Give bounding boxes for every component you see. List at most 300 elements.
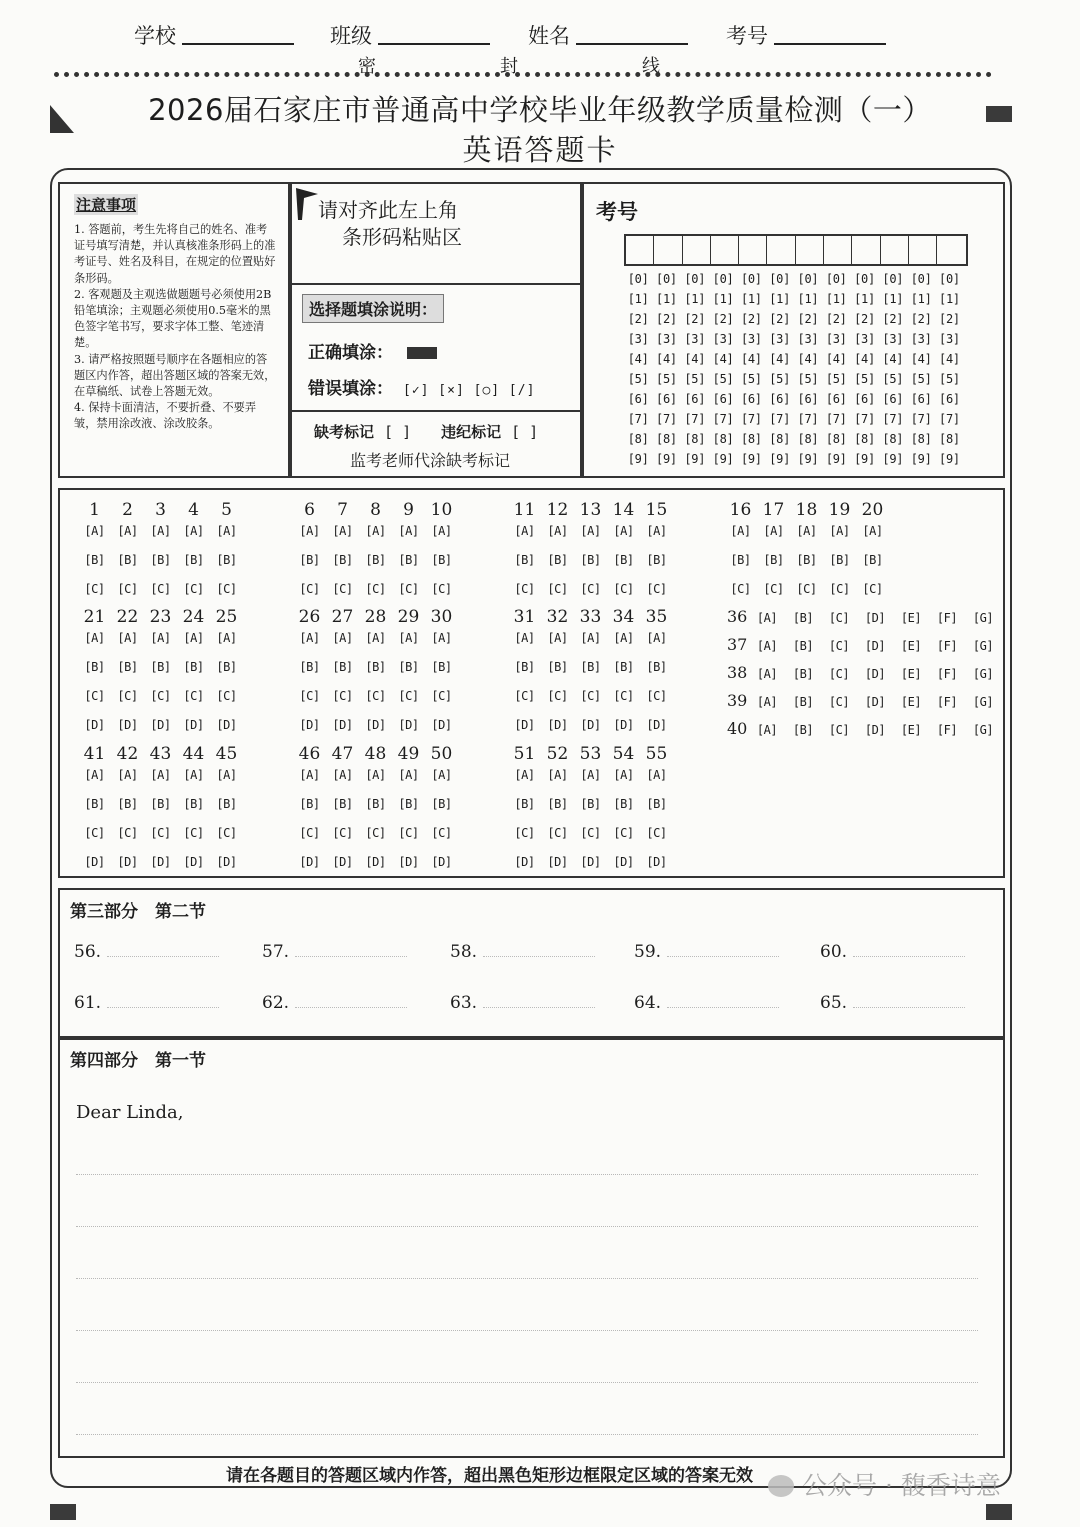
option-bubble[interactable]: [D] [431,855,452,869]
exam-id-bubbles[interactable] [624,269,964,469]
option-bubble[interactable]: [A] [332,768,353,782]
option-bubble[interactable]: [G] [972,639,994,653]
option-bubble[interactable]: [A] [117,768,138,782]
option-bubble[interactable]: [C] [365,582,386,596]
exam-id-bubble[interactable]: [8] [656,432,677,446]
option-bubble[interactable]: [B] [365,553,386,567]
exam-id-bubble[interactable]: [9] [910,452,932,466]
option-bubble[interactable]: [A] [183,524,204,538]
exam-id-bubble[interactable]: [0] [656,272,677,286]
option-bubble[interactable]: [A] [613,631,634,645]
option-bubble[interactable]: [E] [900,695,922,709]
option-bubble[interactable]: [A] [398,631,419,645]
exam-id-bubble[interactable]: [5] [740,372,762,386]
exam-id-bubble[interactable]: [3] [825,332,847,346]
exam-id-bubble[interactable]: [5] [627,372,649,386]
exam-id-bubble[interactable]: [2] [910,312,932,326]
exam-id-bubble[interactable]: [6] [684,392,706,406]
option-bubble[interactable]: [C] [828,611,850,625]
exam-id-bubble[interactable]: [9] [627,452,649,466]
option-bubble[interactable]: [B] [398,797,419,811]
exam-id-bubble[interactable]: [7] [684,412,706,426]
option-bubble[interactable]: [B] [431,660,452,674]
exam-id-digit-box[interactable] [796,236,824,264]
option-bubble[interactable]: [D] [216,855,237,869]
writing-line[interactable] [76,1330,978,1331]
exam-id-bubble[interactable]: [3] [656,332,677,346]
exam-id-bubble[interactable]: [8] [740,432,762,446]
option-bubble[interactable]: [G] [972,695,994,709]
exam-id-bubble[interactable]: [2] [740,312,762,326]
exam-id-bubble[interactable]: [5] [656,372,677,386]
exam-id-bubble[interactable]: [9] [656,452,677,466]
option-bubble[interactable]: [A] [646,768,667,782]
exam-id-bubble[interactable]: [4] [939,352,960,366]
option-bubble[interactable]: [A] [514,631,535,645]
option-bubble[interactable]: [A] [216,524,237,538]
exam-id-bubble[interactable]: [0] [627,272,649,286]
option-bubble[interactable]: [C] [84,582,105,596]
exam-id-bubble[interactable]: [2] [797,312,819,326]
option-bubble[interactable]: [B] [514,660,535,674]
option-bubble[interactable]: [A] [117,631,138,645]
exam-id-bubble[interactable]: [7] [910,412,932,426]
exam-id-digit-box[interactable] [654,236,682,264]
option-bubble[interactable]: [D] [299,718,320,732]
option-bubble[interactable]: [D] [547,718,568,732]
option-bubble[interactable]: [B] [763,553,784,567]
exam-id-bubble[interactable]: [0] [854,272,875,286]
exam-id-digit-box[interactable] [683,236,711,264]
exam-id-bubble[interactable]: [8] [854,432,875,446]
option-bubble[interactable]: [B] [84,797,105,811]
option-bubble[interactable]: [A] [183,631,204,645]
answer-blank[interactable] [262,993,407,1013]
option-bubble[interactable]: [D] [84,718,105,732]
option-bubble[interactable]: [A] [580,631,601,645]
violation-checkbox[interactable]: [ ] [511,423,539,441]
option-bubble[interactable]: [C] [299,582,320,596]
option-bubble[interactable]: [C] [613,582,634,596]
exam-id-bubble[interactable]: [4] [769,352,791,366]
option-bubble[interactable]: [C] [150,826,171,840]
option-bubble[interactable]: [C] [332,826,353,840]
option-bubble[interactable]: [A] [150,524,171,538]
class-field[interactable] [330,20,490,50]
exam-id-bubble[interactable]: [7] [656,412,677,426]
option-bubble[interactable]: [F] [936,723,958,737]
option-bubble[interactable]: [B] [580,553,601,567]
option-bubble[interactable]: [A] [398,524,419,538]
exam-id-bubble[interactable]: [2] [684,312,706,326]
option-bubble[interactable]: [B] [117,553,138,567]
exam-id-bubble[interactable]: [4] [910,352,932,366]
option-bubble[interactable]: [D] [514,718,535,732]
option-bubble[interactable]: [D] [613,855,634,869]
option-bubble[interactable]: [C] [150,689,171,703]
option-bubble[interactable]: [C] [646,582,667,596]
exam-id-bubble[interactable]: [7] [769,412,791,426]
option-bubble[interactable]: [E] [900,639,922,653]
exam-id-bubble[interactable]: [1] [854,292,875,306]
option-bubble[interactable]: [C] [828,695,850,709]
exam-id-bubble[interactable]: [7] [882,412,904,426]
exam-id-bubble[interactable]: [6] [656,392,677,406]
exam-id-bubble[interactable]: [4] [627,352,649,366]
option-bubble[interactable]: [A] [365,631,386,645]
exam-id-bubble[interactable]: [1] [939,292,960,306]
option-bubble[interactable]: [B] [365,660,386,674]
exam-id-bubble[interactable]: [6] [712,392,734,406]
option-bubble[interactable]: [C] [613,826,634,840]
exam-id-bubble[interactable]: [0] [769,272,791,286]
option-bubble[interactable]: [B] [216,660,237,674]
option-bubble[interactable]: [A] [117,524,138,538]
option-bubble[interactable]: [D] [332,855,353,869]
option-bubble[interactable]: [C] [431,689,452,703]
option-bubble[interactable]: [E] [900,611,922,625]
option-bubble[interactable]: [A] [216,768,237,782]
option-bubble[interactable]: [D] [864,639,886,653]
option-bubble[interactable]: [C] [646,826,667,840]
option-bubble[interactable]: [D] [365,855,386,869]
exam-id-bubble[interactable]: [6] [939,392,960,406]
option-bubble[interactable]: [A] [646,524,667,538]
option-bubble[interactable]: [B] [150,797,171,811]
option-bubble[interactable]: [B] [183,553,204,567]
option-bubble[interactable]: [C] [398,826,419,840]
exam-id-bubble[interactable]: [6] [627,392,649,406]
exam-id-bubble[interactable]: [6] [825,392,847,406]
answer-blank[interactable] [74,942,219,962]
option-bubble[interactable]: [D] [183,718,204,732]
option-bubble[interactable]: [C] [398,689,419,703]
option-bubble[interactable]: [D] [613,718,634,732]
option-bubble[interactable]: [B] [547,797,568,811]
exam-id-bubble[interactable]: [7] [825,412,847,426]
option-bubble[interactable]: [A] [299,768,320,782]
option-bubble[interactable]: [C] [730,582,751,596]
option-bubble[interactable]: [C] [431,582,452,596]
exam-id-digit-box[interactable] [937,236,965,264]
exam-id-bubble[interactable]: [7] [740,412,762,426]
exam-id-bubble[interactable]: [5] [882,372,904,386]
option-bubble[interactable]: [D] [514,855,535,869]
option-bubble[interactable]: [A] [332,631,353,645]
option-bubble[interactable]: [D] [431,718,452,732]
exam-id-bubble[interactable]: [5] [854,372,875,386]
exam-id-bubble[interactable]: [4] [684,352,706,366]
exam-id-bubble[interactable]: [8] [684,432,706,446]
option-bubble[interactable]: [C] [580,689,601,703]
option-bubble[interactable]: [A] [150,631,171,645]
exam-id-bubble[interactable]: [7] [797,412,819,426]
option-bubble[interactable]: [C] [398,582,419,596]
option-bubble[interactable]: [A] [613,768,634,782]
option-bubble[interactable]: [B] [431,553,452,567]
option-bubble[interactable]: [B] [117,797,138,811]
exam-id-digit-box[interactable] [739,236,767,264]
exam-id-bubble[interactable]: [9] [797,452,819,466]
option-bubble[interactable]: [C] [183,582,204,596]
option-bubble[interactable]: [B] [299,553,320,567]
exam-id-bubble[interactable]: [8] [910,432,932,446]
option-bubble[interactable]: [C] [216,582,237,596]
option-bubble[interactable]: [A] [299,524,320,538]
option-bubble[interactable]: [D] [646,855,667,869]
exam-id-bubble[interactable]: [9] [769,452,791,466]
option-bubble[interactable]: [C] [332,689,353,703]
option-bubble[interactable]: [B] [84,660,105,674]
option-bubble[interactable]: [B] [398,660,419,674]
option-bubble[interactable]: [B] [547,553,568,567]
option-bubble[interactable]: [C] [547,689,568,703]
option-bubble[interactable]: [A] [150,768,171,782]
option-bubble[interactable]: [C] [299,826,320,840]
option-bubble[interactable]: [A] [299,631,320,645]
exam-id-bubble[interactable]: [2] [712,312,734,326]
option-bubble[interactable]: [C] [829,582,850,596]
option-bubble[interactable]: [A] [216,631,237,645]
option-bubble[interactable]: [C] [547,826,568,840]
exam-id-bubble[interactable]: [5] [825,372,847,386]
exam-id-bubble[interactable]: [3] [627,332,649,346]
option-bubble[interactable]: [B] [792,611,814,625]
exam-id-bubble[interactable]: [0] [797,272,819,286]
answer-blank[interactable] [820,993,965,1013]
option-bubble[interactable]: [A] [829,524,850,538]
exam-id-digit-box[interactable] [626,236,654,264]
option-bubble[interactable]: [C] [183,826,204,840]
exam-id-bubble[interactable]: [7] [939,412,960,426]
exam-id-digit-box[interactable] [881,236,909,264]
exam-id-bubble[interactable]: [4] [740,352,762,366]
exam-id-bubble[interactable]: [8] [769,432,791,446]
option-bubble[interactable]: [C] [431,826,452,840]
option-bubble[interactable]: [C] [117,582,138,596]
option-bubble[interactable]: [B] [84,553,105,567]
option-bubble[interactable]: [A] [756,723,778,737]
option-bubble[interactable]: [C] [183,689,204,703]
exam-id-digit-box[interactable] [852,236,880,264]
option-bubble[interactable]: [D] [150,855,171,869]
option-bubble[interactable]: [A] [431,768,452,782]
exam-id-bubble[interactable]: [4] [797,352,819,366]
option-bubble[interactable]: [C] [828,723,850,737]
exam-id-bubble[interactable]: [6] [854,392,875,406]
exam-id-bubble[interactable]: [4] [712,352,734,366]
answer-blank[interactable] [450,993,595,1013]
option-bubble[interactable]: [B] [332,797,353,811]
exam-id-bubble[interactable]: [2] [656,312,677,326]
option-bubble[interactable]: [B] [216,553,237,567]
option-bubble[interactable]: [C] [763,582,784,596]
option-bubble[interactable]: [B] [730,553,751,567]
exam-id-bubble[interactable]: [1] [712,292,734,306]
exam-id-bubble[interactable]: [4] [656,352,677,366]
option-bubble[interactable]: [C] [547,582,568,596]
exam-id-bubble[interactable]: [1] [684,292,706,306]
option-bubble[interactable]: [A] [84,631,105,645]
exam-id-bubble[interactable]: [5] [712,372,734,386]
option-bubble[interactable]: [B] [580,797,601,811]
option-bubble[interactable]: [D] [864,723,886,737]
option-bubble[interactable]: [A] [756,667,778,681]
option-bubble[interactable]: [A] [796,524,817,538]
option-bubble[interactable]: [A] [398,768,419,782]
answer-blank[interactable] [634,942,779,962]
option-bubble[interactable]: [D] [864,695,886,709]
option-bubble[interactable]: [B] [299,797,320,811]
option-bubble[interactable]: [G] [972,723,994,737]
option-bubble[interactable]: [B] [613,797,634,811]
exam-id-digit-box[interactable] [711,236,739,264]
option-bubble[interactable]: [B] [332,660,353,674]
exam-id-bubble[interactable]: [5] [910,372,932,386]
exam-id-bubble[interactable]: [8] [797,432,819,446]
option-bubble[interactable]: [B] [514,797,535,811]
exam-id-bubble[interactable]: [4] [882,352,904,366]
option-bubble[interactable]: [B] [613,660,634,674]
option-bubble[interactable]: [A] [756,639,778,653]
exam-id-bubble[interactable]: [0] [684,272,706,286]
exam-id-bubble[interactable]: [8] [882,432,904,446]
option-bubble[interactable]: [B] [150,660,171,674]
option-bubble[interactable]: [B] [117,660,138,674]
exam-id-bubble[interactable]: [9] [825,452,847,466]
answer-blank[interactable] [262,942,407,962]
option-bubble[interactable]: [C] [332,582,353,596]
exam-id-bubble[interactable]: [2] [825,312,847,326]
exam-id-bubble[interactable]: [6] [797,392,819,406]
option-bubble[interactable]: [B] [646,553,667,567]
option-bubble[interactable]: [D] [398,855,419,869]
exam-id-bubble[interactable]: [3] [939,332,960,346]
option-bubble[interactable]: [C] [84,826,105,840]
writing-line[interactable] [76,1382,978,1383]
exam-id-bubble[interactable]: [3] [854,332,875,346]
exam-id-bubble[interactable]: [6] [769,392,791,406]
exam-id-bubble[interactable]: [1] [882,292,904,306]
exam-id-bubble[interactable]: [9] [684,452,706,466]
exam-id-digit-box[interactable] [909,236,937,264]
option-bubble[interactable]: [B] [398,553,419,567]
exam-id-bubble[interactable]: [3] [910,332,932,346]
exam-id-digit-box[interactable] [767,236,795,264]
exam-id-bubble[interactable]: [3] [712,332,734,346]
exam-id-bubble[interactable]: [3] [740,332,762,346]
exam-id-bubble[interactable]: [0] [825,272,847,286]
writing-line[interactable] [76,1434,978,1435]
option-bubble[interactable]: [C] [216,689,237,703]
option-bubble[interactable]: [B] [792,723,814,737]
exam-id-bubble[interactable]: [9] [854,452,875,466]
option-bubble[interactable]: [A] [332,524,353,538]
option-bubble[interactable]: [B] [829,553,850,567]
exam-id-bubble[interactable]: [5] [797,372,819,386]
option-bubble[interactable]: [A] [730,524,751,538]
exam-id-bubble[interactable]: [6] [882,392,904,406]
exam-id-bubble[interactable]: [7] [712,412,734,426]
option-bubble[interactable]: [A] [580,768,601,782]
option-bubble[interactable]: [D] [150,718,171,732]
option-bubble[interactable]: [B] [216,797,237,811]
option-bubble[interactable]: [D] [580,855,601,869]
option-bubble[interactable]: [D] [117,855,138,869]
exam-id-bubble[interactable]: [9] [740,452,762,466]
option-bubble[interactable]: [A] [547,768,568,782]
option-bubble[interactable]: [A] [547,631,568,645]
option-bubble[interactable]: [C] [514,582,535,596]
answer-blank[interactable] [74,993,219,1013]
exam-id-bubble[interactable]: [8] [627,432,649,446]
writing-line[interactable] [76,1226,978,1227]
option-bubble[interactable]: [C] [299,689,320,703]
option-bubble[interactable]: [A] [183,768,204,782]
option-bubble[interactable]: [A] [756,695,778,709]
option-bubble[interactable]: [F] [936,611,958,625]
exam-id-bubble[interactable]: [3] [769,332,791,346]
exam-id-bubble[interactable]: [3] [684,332,706,346]
exam-id-bubble[interactable]: [6] [740,392,762,406]
option-bubble[interactable]: [B] [332,553,353,567]
option-bubble[interactable]: [E] [900,667,922,681]
exam-id-bubble[interactable]: [7] [854,412,875,426]
exam-id-bubble[interactable]: [6] [910,392,932,406]
option-bubble[interactable]: [C] [514,826,535,840]
option-bubble[interactable]: [C] [514,689,535,703]
exam-id-bubble[interactable]: [4] [825,352,847,366]
exam-id-bubble[interactable]: [5] [939,372,960,386]
option-bubble[interactable]: [B] [792,667,814,681]
option-bubble[interactable]: [B] [580,660,601,674]
exam-id-bubble[interactable]: [1] [656,292,677,306]
exam-id-bubble[interactable]: [2] [769,312,791,326]
exam-id-bubble[interactable]: [0] [910,272,932,286]
option-bubble[interactable]: [A] [862,524,883,538]
writing-line[interactable] [76,1174,978,1175]
option-bubble[interactable]: [A] [431,524,452,538]
option-bubble[interactable]: [B] [796,553,817,567]
option-bubble[interactable]: [D] [365,718,386,732]
exam-id-bubble[interactable]: [4] [854,352,875,366]
option-bubble[interactable]: [B] [299,660,320,674]
option-bubble[interactable]: [C] [84,689,105,703]
option-bubble[interactable]: [A] [514,768,535,782]
exam-id-grid[interactable] [624,234,968,266]
exam-id-bubble[interactable]: [1] [797,292,819,306]
option-bubble[interactable]: [C] [365,826,386,840]
option-bubble[interactable]: [A] [431,631,452,645]
option-bubble[interactable]: [A] [514,524,535,538]
option-bubble[interactable]: [C] [150,582,171,596]
exam-id-bubble[interactable]: [0] [712,272,734,286]
option-bubble[interactable]: [A] [756,611,778,625]
exam-id-bubble[interactable]: [0] [740,272,762,286]
option-bubble[interactable]: [C] [796,582,817,596]
exam-number-field[interactable] [726,20,886,50]
option-bubble[interactable]: [C] [580,582,601,596]
option-bubble[interactable]: [D] [299,855,320,869]
exam-id-bubble[interactable]: [1] [910,292,932,306]
option-bubble[interactable]: [C] [365,689,386,703]
exam-id-bubble[interactable]: [5] [684,372,706,386]
exam-id-bubble[interactable]: [2] [882,312,904,326]
option-bubble[interactable]: [B] [514,553,535,567]
exam-id-bubble[interactable]: [0] [882,272,904,286]
exam-id-bubble[interactable]: [2] [854,312,875,326]
option-bubble[interactable]: [D] [84,855,105,869]
